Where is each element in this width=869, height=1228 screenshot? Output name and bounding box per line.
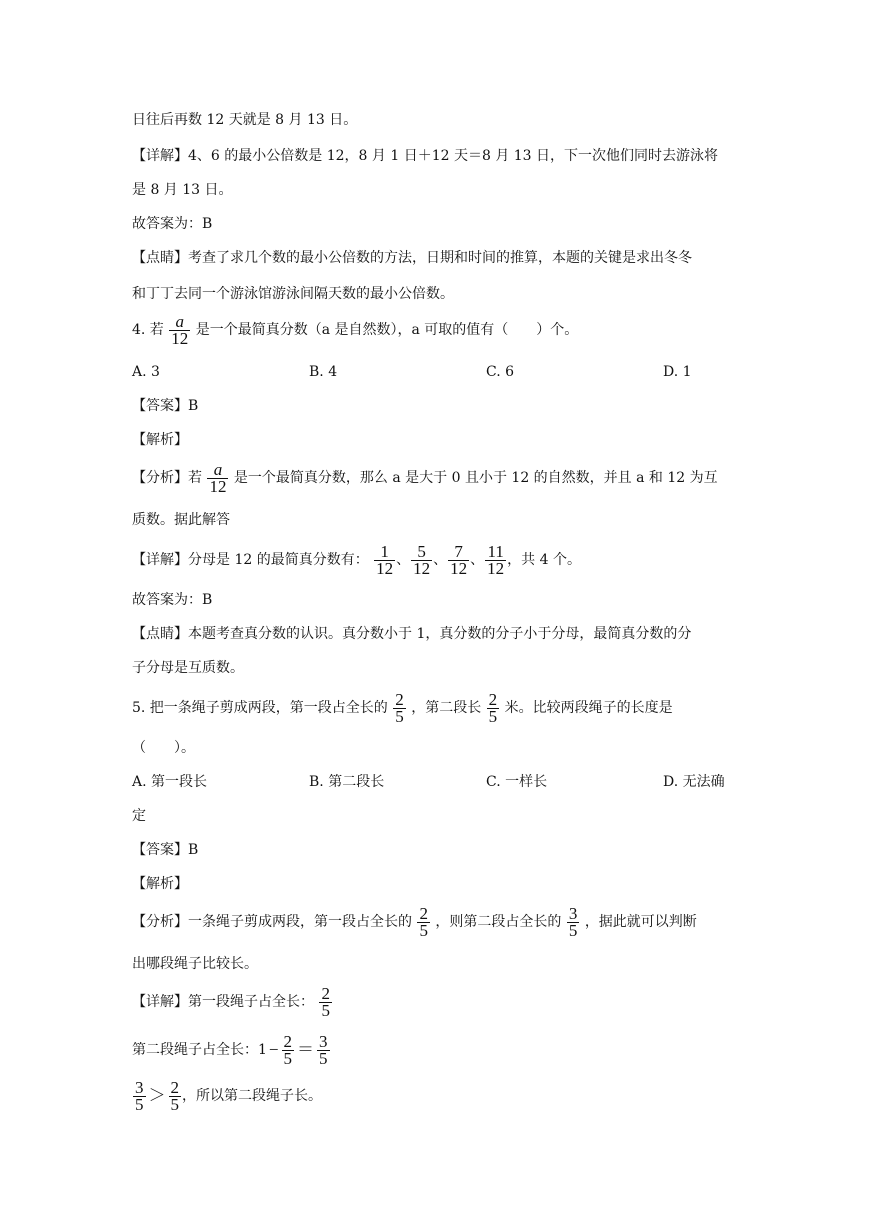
option-d-wrap: 定	[132, 808, 146, 824]
detail-5-line3	[132, 1076, 322, 1116]
question-5-blank: （ ）。	[132, 740, 195, 756]
fraction-3-over-5: $\frac{3}{5}$	[568, 903, 578, 940]
option-b: B. 第二段长	[309, 774, 385, 790]
option-a: A. 第一段长	[132, 774, 208, 790]
fraction-3-over-5: $\frac{3}{5}$	[135, 1077, 144, 1114]
answer-line: 故答案为：B	[132, 592, 213, 608]
separator: 、	[433, 552, 448, 568]
detail-suffix: ，共 4 个。	[507, 552, 581, 568]
analysis-prefix: 【分析】若	[132, 470, 202, 486]
analysis-suffix: ，据此就可以判断	[584, 914, 697, 930]
greater-sign: ＞	[148, 1086, 166, 1105]
detail-5-line2	[132, 1030, 331, 1070]
text-line: 【详解】4、6 的最小公倍数是 12，8 月 1 日＋12 天＝8 月 13 日，下一次他们同时去游泳将	[132, 148, 719, 164]
question-5	[132, 688, 673, 728]
detail-suffix: ，所以第二段绳子长。	[182, 1088, 322, 1104]
analysis-prefix: 【分析】一条绳子剪成两段，第一段占全长的	[132, 914, 412, 930]
analysis-4	[132, 458, 718, 498]
option-d: D. 1	[663, 364, 692, 380]
minus-sign: −	[268, 1040, 279, 1059]
option-b: B. 4	[309, 364, 338, 380]
option-c: C. 6	[486, 364, 515, 380]
detail-4	[132, 540, 581, 580]
question-5-mid: ，第二段长	[411, 700, 482, 716]
fraction-2-over-5: $\frac{2}{5}$	[170, 1077, 179, 1114]
analysis-text: 是一个最简真分数，那么 a 是大于 0 且小于 12 的自然数，并且 a 和 12 为互	[233, 470, 718, 486]
fraction-a-over-12: $\frac{a}{12}$	[209, 459, 227, 496]
option-a: A. 3	[132, 364, 160, 380]
option-d: D. 无法确	[663, 774, 725, 790]
text-line: 【点睛】本题考查真分数的认识。真分数小于 1，真分数的分子小于分母，最简真分数的分	[132, 626, 692, 642]
text-line: 出哪段绳子比较长。	[132, 956, 258, 972]
fraction-a-over-12: $\frac{a}{12}$	[171, 311, 189, 348]
fraction-2-over-5: $\frac{2}{5}$	[488, 689, 498, 726]
option-c: C. 一样长	[486, 774, 548, 790]
text-line: 和丁丁去同一个游泳馆游泳间隔天数的最小公倍数。	[132, 286, 454, 302]
text-line: 是 8 月 13 日。	[132, 182, 233, 198]
fraction-2-over-5: $\frac{2}{5}$	[395, 689, 404, 726]
fraction-3-over-5: $\frac{3}{5}$	[319, 1031, 328, 1068]
detail-prefix: 【详解】第一段绳子占全长：	[132, 994, 314, 1010]
analysis-mid: ，则第二段占全长的	[435, 914, 562, 930]
analysis-5	[132, 902, 697, 942]
fraction-11-over-12: $\frac{11}{12}$	[487, 541, 505, 578]
separator: 、	[396, 552, 411, 568]
fraction-5-over-12: $\frac{5}{12}$	[413, 541, 431, 578]
answer-line: 故答案为：B	[132, 216, 213, 232]
fraction-2-over-5: $\frac{2}{5}$	[321, 983, 330, 1020]
question-4-text: 是一个最简真分数（a 是自然数），a 可取的值有（ ）个。	[195, 322, 579, 338]
analysis-label: 【解析】	[132, 432, 188, 448]
equals-sign: ＝	[297, 1040, 315, 1059]
separator: 、	[470, 552, 485, 568]
text-line: 质数。据此解答	[132, 512, 230, 528]
detail-5-line1	[132, 982, 333, 1022]
question-5-prefix: 5. 把一条绳子剪成两段，第一段占全长的	[132, 700, 388, 716]
text-line: 【点睛】考查了求几个数的最小公倍数的方法，日期和时间的推算，本题的关键是求出冬冬	[132, 250, 692, 266]
analysis-label: 【解析】	[132, 876, 188, 892]
fraction-1-over-12: $\frac{1}{12}$	[376, 541, 394, 578]
detail-prefix: 第二段绳子占全长：1	[132, 1042, 267, 1058]
answer-label: 【答案】B	[132, 842, 199, 858]
fraction-7-over-12: $\frac{7}{12}$	[450, 541, 468, 578]
question-5-text: 米。比较两段绳子的长度是	[504, 700, 673, 716]
fraction-2-over-5: $\frac{2}{5}$	[419, 903, 428, 940]
fraction-2-over-5: $\frac{2}{5}$	[283, 1031, 293, 1068]
answer-label: 【答案】B	[132, 398, 199, 414]
text-line: 子分母是互质数。	[132, 660, 244, 676]
detail-prefix: 【详解】分母是 12 的最简真分数有：	[132, 552, 369, 568]
text-line: 日往后再数 12 天就是 8 月 13 日。	[132, 112, 358, 128]
question-4	[132, 310, 578, 350]
question-4-prefix: 4. 若	[132, 322, 164, 338]
